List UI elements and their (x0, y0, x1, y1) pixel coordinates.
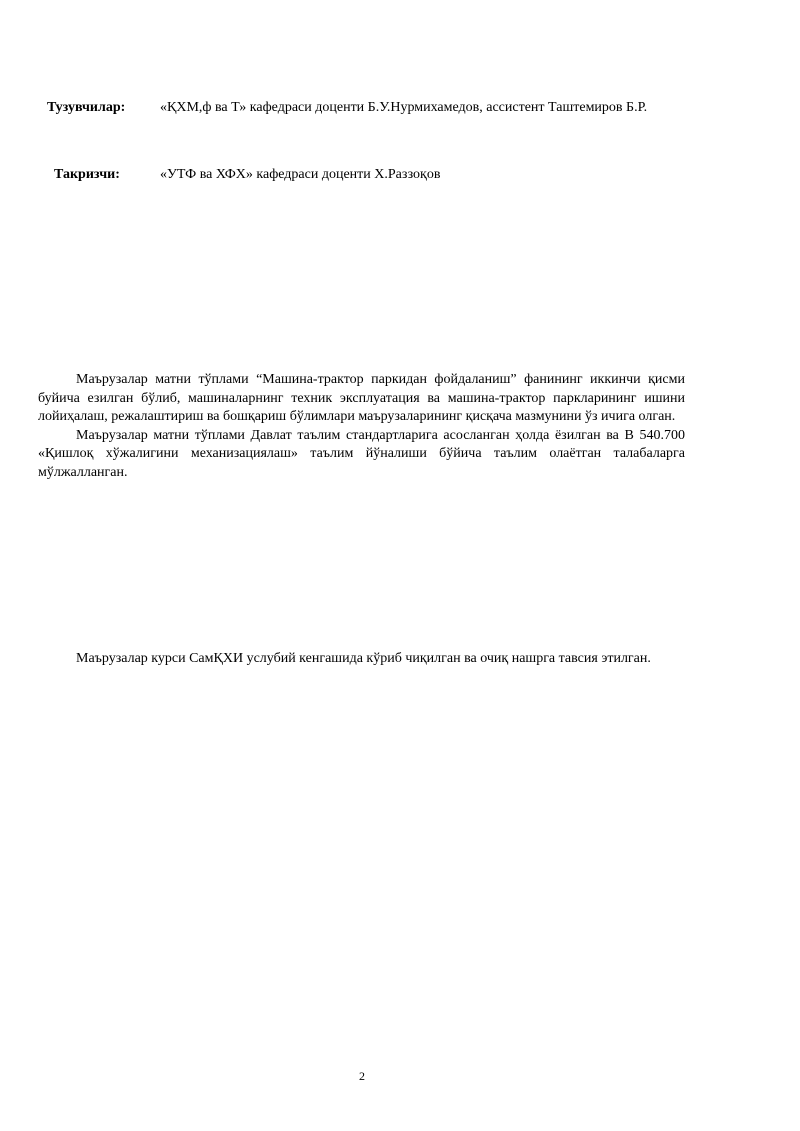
authors-label: Тузувчилар: (47, 100, 126, 115)
description-paragraph-1: Маърузалар матни тўплами “Машина-трактор паркидан фойдаланиш” фанининг иккинчи қисми буйича езилган бўлиб, машиналарнинг техник эксплуатация ва машина-трактор паркларининг ишини лойиҳалаш, режалаштириш ва бошқариш бўлимлари маърузаларининг қисқача мазмунини ўз ичига олган. (38, 372, 685, 424)
approval-paragraph: Маърузалар курси СамҚХИ услубий кенгашида кўриб чиқилган ва очиқ нашрга тавсия этилган. (76, 651, 651, 666)
reviewer-label: Такризчи: (54, 167, 120, 182)
description-block (38, 371, 685, 482)
page-number: 2 (359, 1069, 365, 1083)
description-paragraph-2: Маърузалар матни тўплами Давлат таълим стандартларига асосланган ҳолда ёзилган ва В 540.700 «Қишлоқ хўжалигини механизациялаш» таълим йўналиши бўйича таълим олаётган талабаларга мўлжалланган. (38, 427, 685, 480)
authors-text: «ҚХМ,ф ва Т» кафедраси доценти Б.У.Нурмихамедов, ассистент Таштемиров Б.Р. (160, 100, 648, 115)
reviewer-text: «УТФ ва ХФХ» кафедраси доценти Х.Раззоқов (160, 167, 441, 182)
approval-block (38, 650, 685, 669)
